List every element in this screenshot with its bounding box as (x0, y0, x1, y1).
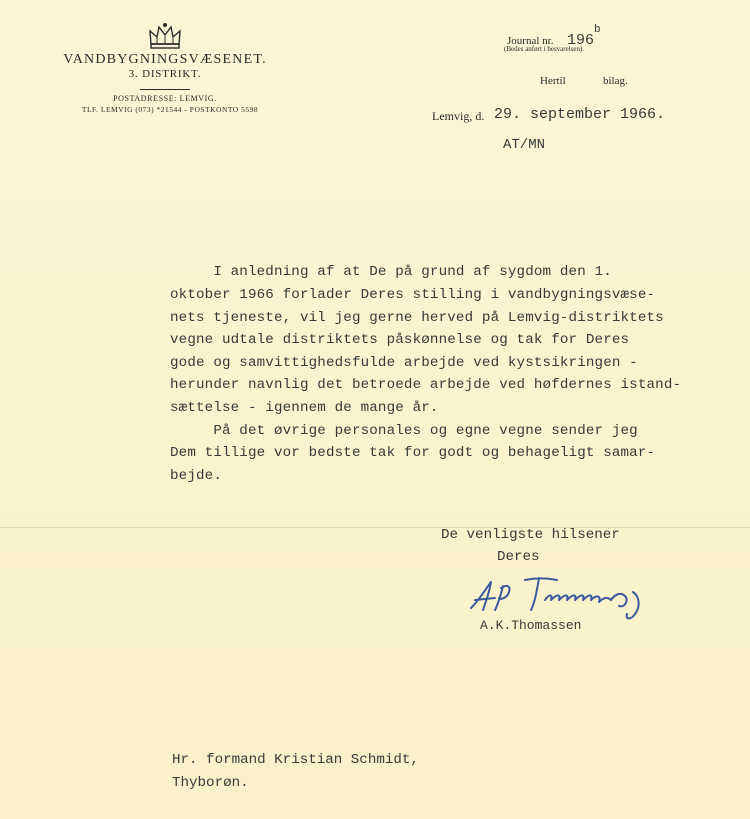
body-line: På det øvrige personales og egne vegne sender jeg (170, 423, 638, 439)
phone-line: TLF. LEMVIG (073) *21544 - POSTKONTO 5598 (81, 105, 259, 114)
recipient-city: Thyborøn. (172, 775, 249, 791)
body-line: oktober 1966 forlader Deres stilling i vandbygningsvæse- (170, 287, 656, 303)
crown-icon (148, 22, 182, 50)
paper-fold (0, 527, 750, 528)
signer-name: A.K.Thomassen (480, 618, 582, 633)
body-line: I anledning af at De på grund af sygdom den 1. (170, 264, 612, 280)
journal-note: (Bedes anført i besvarelsen). (504, 45, 585, 53)
district: 3. DISTRIKT. (128, 68, 202, 80)
body-line: herunder navnlig det betroede arbejde ved høfdernes istand- (170, 377, 682, 393)
body-line: bejde. (170, 468, 222, 484)
reference-initials: AT/MN (503, 137, 546, 153)
hertil-label: Hertil (540, 75, 566, 87)
date-label: Lemvig, d. (432, 109, 485, 123)
postal-address: POSTADRESSE: LEMVIG. (113, 94, 217, 103)
body-line: gode og samvittighedsfulde arbejde ved kystsikringen - (170, 355, 638, 371)
journal-superscript: b (594, 24, 601, 36)
org-name: VANDBYGNINGSVÆSENET. (63, 52, 267, 67)
closing-greeting: De venligste hilsener (441, 527, 620, 543)
recipient-name: Hr. formand Kristian Schmidt, (172, 752, 419, 768)
body-line: nets tjeneste, vil jeg gerne herved på Lemvig-distriktets (170, 310, 664, 326)
body-line: vegne udtale distriktets påskønnelse og tak for Deres (170, 332, 630, 348)
bilag-label: bilag. (603, 75, 628, 87)
body-line: Dem tillige vor bedste tak for godt og behageligt samar- (170, 445, 656, 461)
closing-deres: Deres (497, 549, 540, 565)
header-divider (140, 89, 190, 90)
journal-number: 196 (567, 32, 595, 49)
date-value: 29. september 1966. (494, 106, 666, 123)
journal-label: Journal nr. (507, 35, 554, 47)
body-line: sættelse - igennem de mange år. (170, 400, 439, 416)
